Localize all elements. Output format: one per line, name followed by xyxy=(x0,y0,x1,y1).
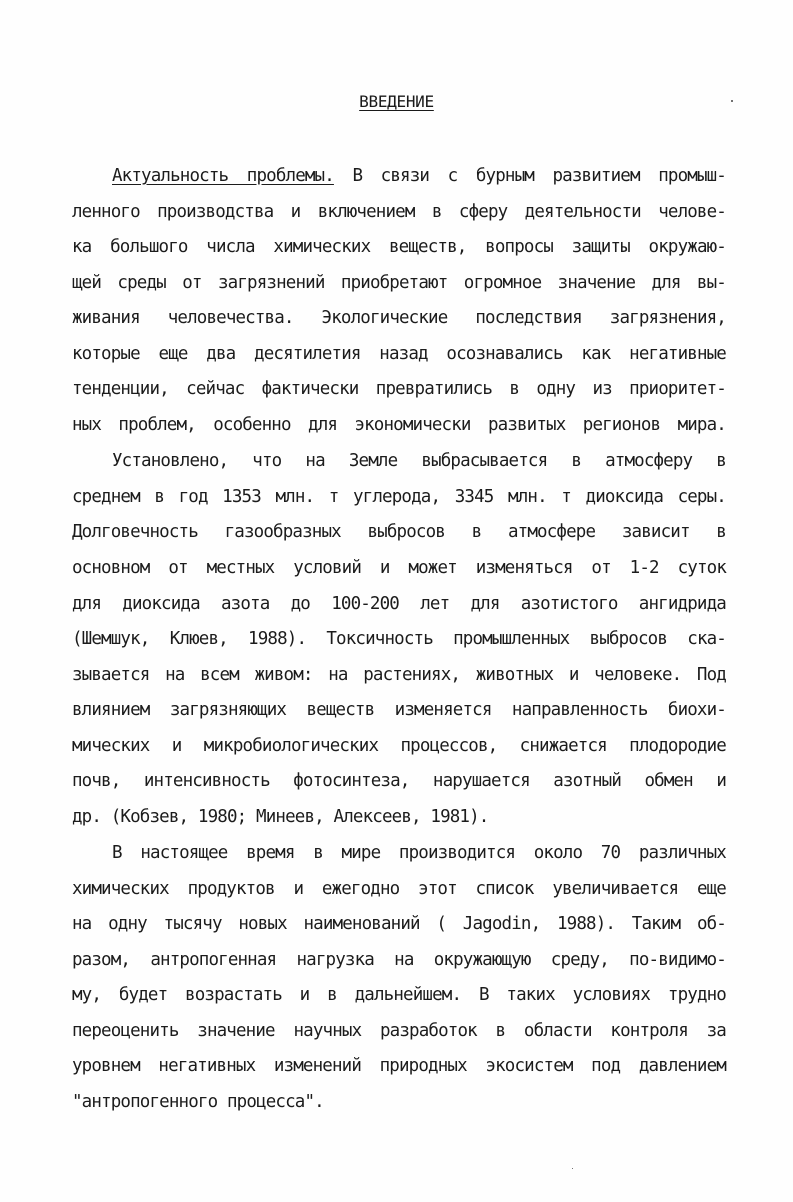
p2-line-7: зывается на всем живом: на растениях, животных и человеке. Под xyxy=(72,665,726,685)
p1-line-2: ленного производства и включением в сферу деятельности челове- xyxy=(72,202,726,222)
p2-line-1: Установлено, что на Земле выбрасывается в атмосферу в xyxy=(112,451,726,471)
p1-line-6: которые еще два десятилетия назад осознавались как негативные xyxy=(72,344,726,364)
p2-line-5: для диоксида азота до 100-200 лет для азотистого ангидрида xyxy=(72,594,726,614)
p2-line-10: почв, интенсивность фотосинтеза, нарушается азотный обмен и xyxy=(72,771,726,791)
p1-line-4: щей среды от загрязнений приобретают огромное значение для вы- xyxy=(72,273,726,293)
p2-line-8: влиянием загрязняющих веществ изменяется направленность биохи- xyxy=(72,700,726,720)
p1-line-5: живания человечества. Экологические последствия загрязнения, xyxy=(72,308,726,328)
p1-line-1 xyxy=(112,166,726,186)
p3-line-1: В настоящее время в мире производится около 70 различных xyxy=(112,843,726,863)
p3-line-7: уровнем негативных изменений природных экосистем под давлением xyxy=(72,1056,726,1076)
scan-speck xyxy=(572,1168,573,1169)
p1-line-8: ных проблем, особенно для экономически развитых регионов мира. xyxy=(72,415,726,435)
p2-line-11: др. (Кобзев, 1980; Минеев, Алексеев, 1981). xyxy=(72,807,489,827)
page-title-text: ВВЕДЕНИЕ xyxy=(359,92,434,111)
p2-line-6: (Шемшук, Клюев, 1988). Токсичность промышленных выбросов ска- xyxy=(72,629,726,649)
p3-line-8: "антропогенного процесса". xyxy=(72,1092,324,1112)
scan-speck xyxy=(731,100,733,102)
p1-line-7: тенденции, сейчас фактически превратились в одну из приоритет- xyxy=(72,379,726,399)
p2-line-4: основном от местных условий и может изменяться от 1-2 суток xyxy=(72,558,726,578)
p3-line-6: переоценить значение научных разработок в области контроля за xyxy=(72,1021,726,1041)
p3-line-2: химических продуктов и ежегодно этот список увеличивается еще xyxy=(72,879,726,899)
p2-line-3: Долговечность газообразных выбросов в атмосфере зависит в xyxy=(72,522,726,542)
p2-line-9: мических и микробиологических процессов, снижается плодородие xyxy=(72,736,726,756)
p1-line-1-text: В связи с бурным развитием промыш- xyxy=(352,166,726,186)
p2-line-2: среднем в год 1353 млн. т углерода, 3345 млн. т диоксида серы. xyxy=(72,487,726,507)
section-heading: Актуальность проблемы. xyxy=(112,166,334,186)
p1-line-3: ка большого числа химических веществ, вопросы защиты окружаю- xyxy=(72,237,726,257)
p3-line-3: на одну тысячу новых наименований ( Jagodin, 1988). Таким об- xyxy=(72,914,726,934)
page-title xyxy=(0,92,793,111)
p3-line-4: разом, антропогенная нагрузка на окружающую среду, по-видимо- xyxy=(72,950,726,970)
p3-line-5: му, будет возрастать и в дальнейшем. В таких условиях трудно xyxy=(72,985,726,1005)
